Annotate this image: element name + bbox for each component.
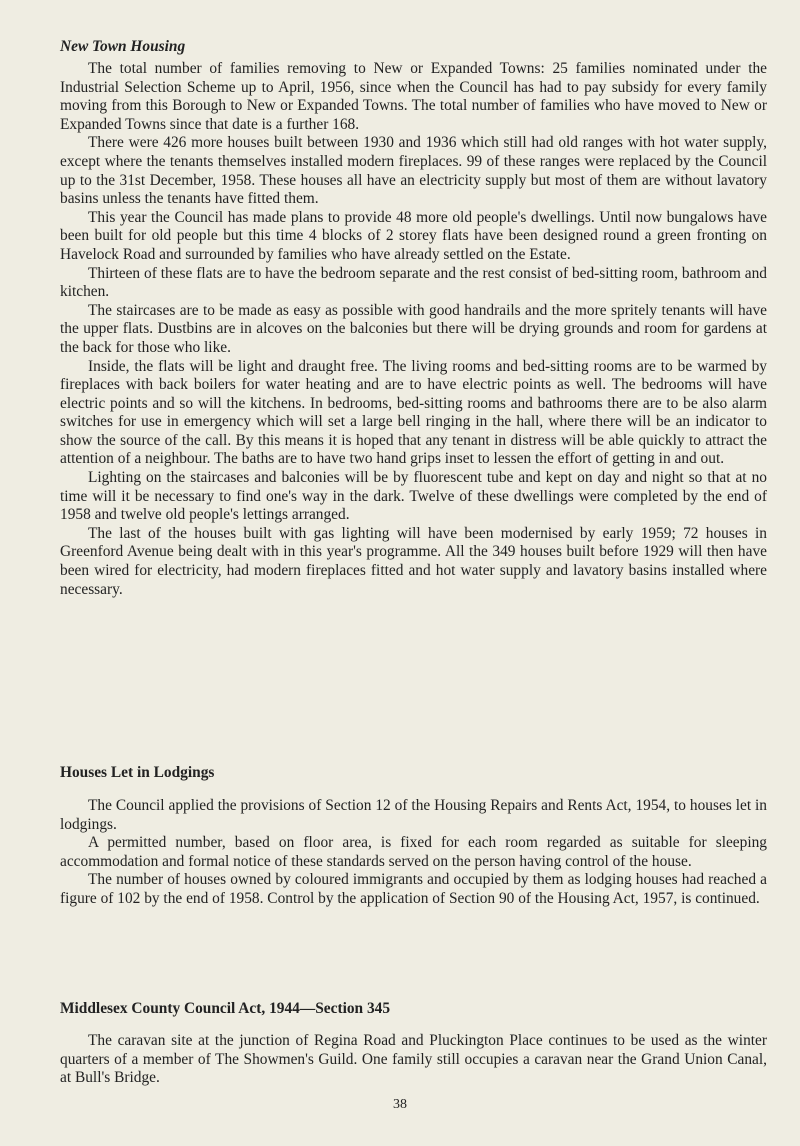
paragraph: The caravan site at the junction of Regina Road and Pluckington Place continues to be used as the winter quarters of a member of The Showmen's Guild. One family still occupies a caravan near the Grand Union Canal, at Bull's Bridge. [60, 1032, 767, 1087]
paragraph: The last of the houses built with gas lighting will have been modernised by early 1959; 72 houses in Greenford Avenue being dealt with in this year's programme. All the 349 houses built before 1929 will then have been wired for electricity, had modern fireplaces fitted and hot water supply and lavatory basins installed where necessary. [60, 524, 767, 598]
section-body-new-town-housing [60, 60, 767, 599]
paragraph: Inside, the flats will be light and draught free. The living rooms and bed-sitting rooms are to be warmed by fireplaces with back boilers for water heating and are to have electric points as well. The bedrooms will have electric points and so will the kitchens. In bedrooms, bed-sitting rooms and bathrooms there are to be also alarm switches for use in emergency which will set a large bell ringing in the hall, where there will be an indicator to show the source of the call. By this means it is hoped that any tenant in distress will be able quickly to attract the attention of a neighbour. The baths are to have two hand grips inset to lessen the effort of getting in and out. [60, 357, 767, 468]
section-heading-houses-let-in-lodgings: Houses Let in Lodgings [60, 764, 215, 781]
section-heading-new-town-housing: New Town Housing [60, 38, 186, 55]
paragraph: Lighting on the staircases and balconies will be by fluorescent tube and kept on day and night so that at no time will it be necessary to find one's way in the dark. Twelve of these dwellings were completed by the end of 1958 and twelve old people's lettings arranged. [60, 469, 767, 524]
paragraph: A permitted number, based on floor area, is fixed for each room regarded as suitable for sleeping accommodation and formal notice of these standards served on the person having control of the house. [60, 834, 767, 870]
paragraph: The total number of families removing to New or Expanded Towns: 25 families nominated under the Industrial Selection Scheme up to April, 1956, since when the Council has had to pay subsidy for every family moving from this Borough to New or Expanded Towns. The total number of families who have moved to New or Expanded Towns since that date is a further 168. [60, 60, 767, 133]
paragraph: The Council applied the provisions of Section 12 of the Housing Repairs and Rents Act, 1954, to houses let in lodgings. [60, 797, 767, 833]
section-body-houses-let-in-lodgings [60, 797, 767, 909]
paragraph: This year the Council has made plans to provide 48 more old people's dwellings. Until now bungalows have been built for old people but this time 4 blocks of 2 storey flats have been designed round a green fronting on Havelock Road and surrounded by families who have already settled on the Estate. [60, 208, 767, 263]
paragraph: The staircases are to be made as easy as possible with good handrails and the more spritely tenants will have the upper flats. Dustbins are in alcoves on the balconies but there will be drying grounds and room for gardens at the back for those who like. [60, 301, 767, 356]
paragraph: The number of houses owned by coloured immigrants and occupied by them as lodging houses had reached a figure of 102 by the end of 1958. Control by the application of Section 90 of the Housing Act, 1957, is continued. [60, 871, 767, 907]
section-body-middlesex-act [60, 1032, 767, 1088]
section-heading-middlesex-act: Middlesex County Council Act, 1944—Section 345 [60, 1000, 391, 1017]
paragraph: There were 426 more houses built between 1930 and 1936 which still had old ranges with hot water supply, except where the tenants themselves installed modern fireplaces. 99 of these ranges were replaced by the Council up to the 31st December, 1958. These houses all have an electricity supply but most of them are without lavatory basins unless the tenants have fitted them. [60, 134, 767, 208]
page-number: 38 [393, 1097, 407, 1112]
paragraph: Thirteen of these flats are to have the bedroom separate and the rest consist of bed-sitting room, bathroom and kitchen. [60, 264, 767, 301]
